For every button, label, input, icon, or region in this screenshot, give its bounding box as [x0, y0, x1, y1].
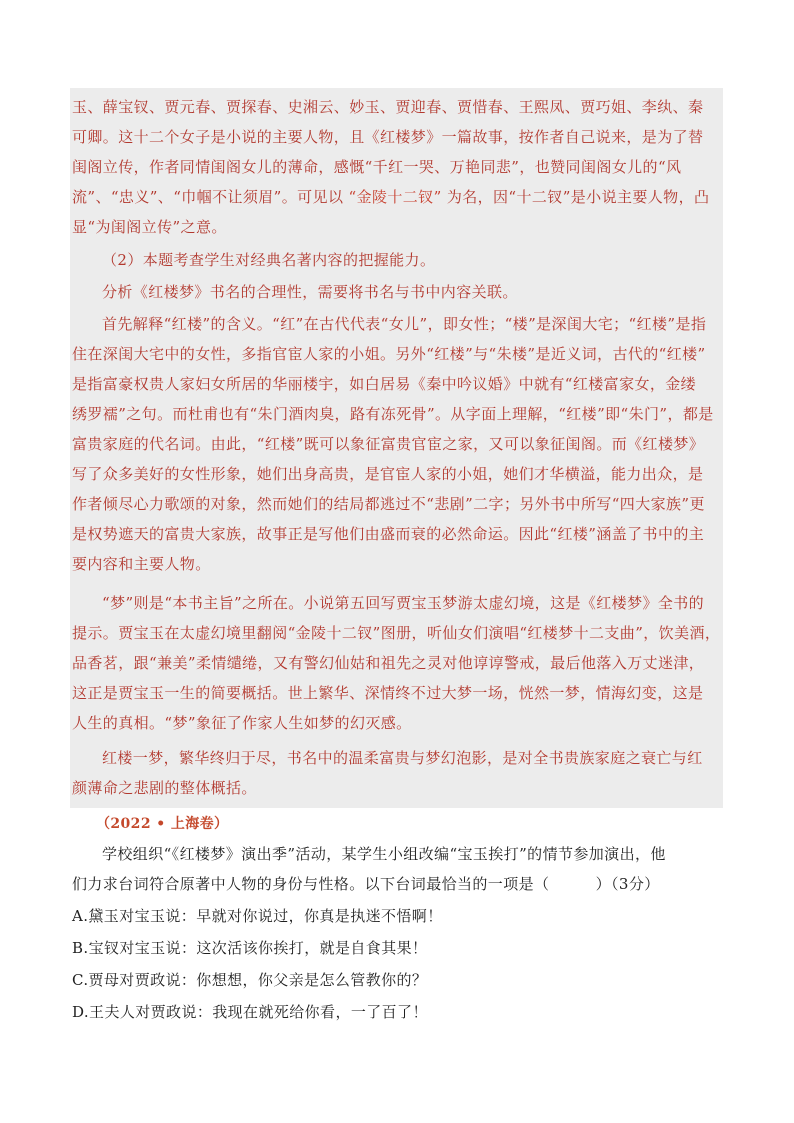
- answer-line: 要内容和主要人物。: [72, 555, 211, 573]
- answer-line: 写了众多美好的女性形象，她们出身高贵，是官宦人家的小姐，她们才华横溢，能力出众，是: [72, 465, 704, 483]
- answer-line: （2）本题考查学生对经典名著内容的把握能力。: [102, 251, 436, 269]
- question-source: （2022 • 上海卷）: [96, 816, 229, 832]
- highlight-term: “金陵十二钗”: [348, 188, 442, 206]
- answer-line: 可卿。这十二个女子是小说的主要人物，且《红楼梦》一篇故事，按作者自己说来，是为了替: [72, 128, 704, 146]
- answer-text: 为名，因“十二钗”是小说主要人物，凸: [446, 188, 710, 206]
- answer-line: 富贵家庭的代名词。由此，“红楼”既可以象征富贵官宦之家，又可以象征闺阁。而《红楼梦》: [72, 435, 705, 453]
- question-stem-line: 们力求台词符合原著中人物的身份与性格。以下台词最恰当的一项是（ ）（3分）: [72, 875, 660, 893]
- answer-line: 分析《红楼梦》书名的合理性，需要将书名与书中内容关联。: [102, 283, 518, 301]
- answer-line: 玉、薛宝钗、贾元春、贾探春、史湘云、妙玉、贾迎春、贾惜春、王熙凤、贾巧姐、李纨、秦: [72, 98, 704, 116]
- answer-line: 提示。贾宝玉在太虚幻境里翻阅“金陵十二钗”图册，听仙女们演唱“红楼梦十二支曲”，饮美酒，: [72, 624, 721, 642]
- answer-line: 住在深闺大宅中的女性，多指官宦人家的小姐。另外“红楼”与“朱楼”是近义词，古代的“红楼”: [72, 345, 706, 363]
- answer-line: 显“为闺阁立传”之意。: [72, 218, 227, 236]
- answer-line: 颜薄命之悲剧的整体概括。: [72, 779, 257, 797]
- answer-line: 首先解释“红楼”的含义。“红”在古代代表“女儿”，即女性；“楼”是深闺大宅；“红楼”是指: [102, 315, 707, 333]
- answer-text: 流”、“忠义”、“巾帼不让须眉”。可见以: [72, 188, 344, 206]
- answer-line: 是指富豪权贵人家妇女所居的华丽楼宇，如白居易《秦中吟议婚》中就有“红楼富家女，金缕: [72, 375, 697, 393]
- option-b: B.宝钗对宝玉说：这次活该你挨打，就是自食其果！: [72, 939, 428, 957]
- answer-line: 人生的真相。“梦”象征了作家人生如梦的幻灭感。: [72, 714, 412, 732]
- answer-line: “梦”则是“本书主旨”之所在。小说第五回写贾宝玉梦游太虚幻境，这是《红楼梦》全书的: [102, 594, 705, 612]
- question-stem-line: 学校组织“《红楼梦》演出季”活动，某学生小组改编“宝玉挨打”的情节参加演出，他: [102, 845, 666, 863]
- answer-line: 绣罗襦”之句。而杜甫也有“朱门酒肉臭，路有冻死骨”。从字面上理解，“红楼”即“朱门”，都是: [72, 405, 714, 423]
- option-a: A.黛玉对宝玉说：早就对你说过，你真是执迷不悟啊！: [72, 907, 443, 925]
- answer-line: [72, 186, 724, 207]
- answer-line: 品香茗，跟“兼美”柔情缱绻，又有警幻仙姑和祖先之灵对他谆谆警戒，最后他落入万丈迷津，: [72, 654, 705, 672]
- option-d: D.王夫人对贾政说：我现在就死给你看，一了百了！: [72, 1003, 428, 1021]
- option-c: C.贾母对贾政说：你想想，你父亲是怎么管教你的？: [72, 971, 428, 989]
- answer-line: 作者倾尽心力歌颂的对象，然而她们的结局都逃过不“悲剧”二字；另外书中所写“四大家族”更: [72, 495, 705, 513]
- answer-line: 是权势遮天的富贵大家族，故事正是写他们由盛而衰的必然命运。因此“红楼”涵盖了书中的主: [72, 525, 705, 543]
- answer-line: 红楼一梦，繁华终归于尽，书名中的温柔富贵与梦幻泡影，是对全书贵族家庭之衰亡与红: [102, 749, 703, 767]
- answer-line: 闺阁立传，作者同情闺阁女儿的薄命，感慨“千红一哭、万艳同悲”，也赞同闺阁女儿的“风: [72, 158, 682, 176]
- answer-line: 这正是贾宝玉一生的简要概括。世上繁华、深情终不过大梦一场，恍然一梦，情海幻变，这是: [72, 684, 704, 702]
